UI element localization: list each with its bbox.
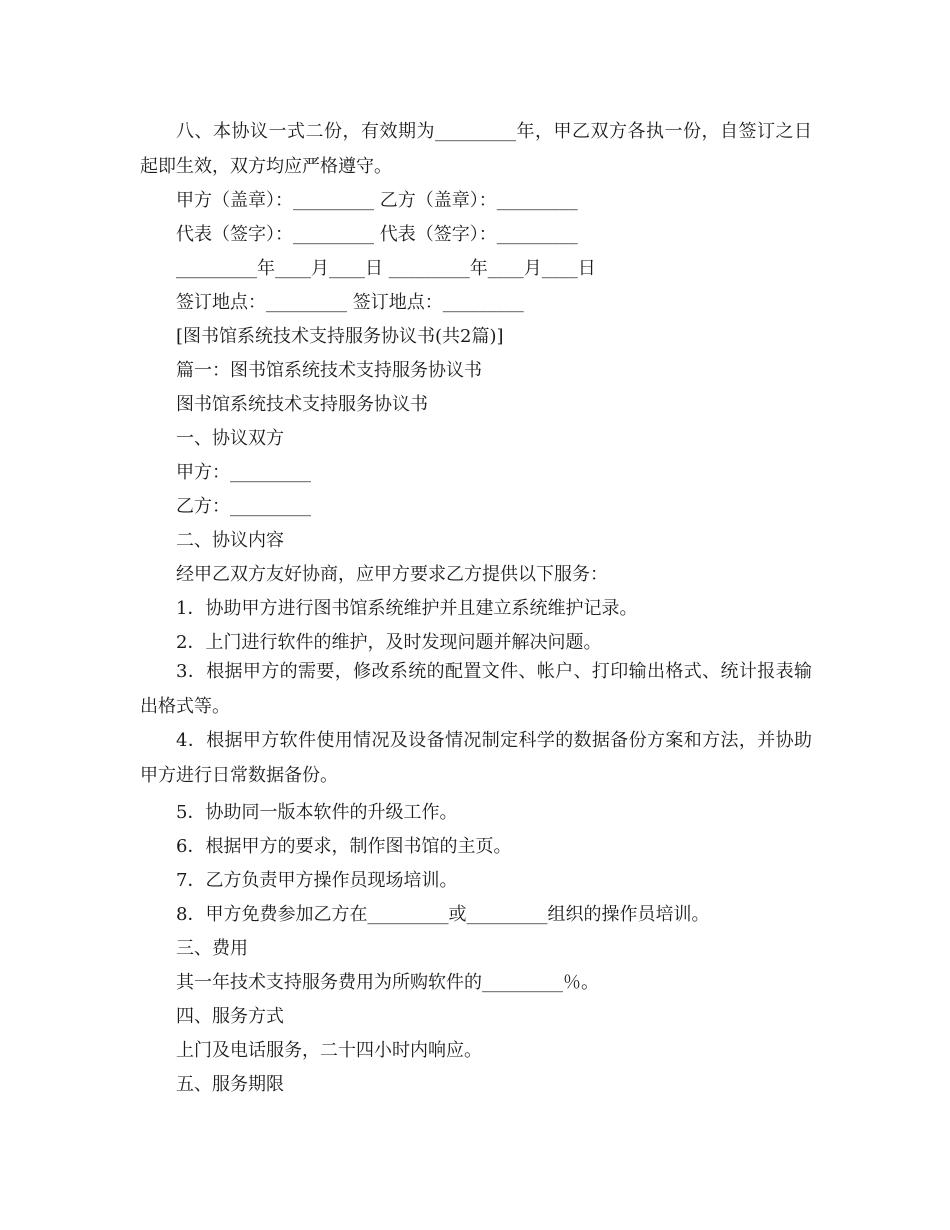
service-mode-text: 上门及电话服务，二十四小时内响应。 (176, 1040, 482, 1061)
section-heading-parties: 一、协议双方 (176, 428, 284, 449)
section-heading-content: 二、协议内容 (176, 530, 284, 551)
list-item: 7．乙方负责甲方操作员现场培训。 (176, 870, 458, 891)
section-heading-service-term: 五、服务期限 (176, 1074, 284, 1095)
list-item: 2．上门进行软件的维护，及时发现问题并解决问题。 (176, 632, 602, 653)
party-b-line: 乙方：_________ (176, 496, 311, 517)
list-item: 5．协助同一版本软件的升级工作。 (176, 802, 458, 823)
list-item: 3．根据甲方的需要，修改系统的配置文件、帐户、打印输出格式、统计报表输出格式等。 (140, 661, 812, 717)
signature-date-line: _________年____月____日 _________年____月____日 (176, 258, 596, 279)
party-a-line: 甲方：_________ (176, 462, 311, 483)
fees-text: 其一年技术支持服务费用为所购软件的_________％。 (176, 972, 599, 993)
list-item: 4．根据甲方软件使用情况及设备情况制定科学的数据备份方案和方法，并协助甲方进行日常数据备份。 (140, 730, 812, 786)
content-intro: 经甲乙双方友好协商，应甲方要求乙方提供以下服务： (176, 564, 608, 585)
signature-place-line: 签订地点：_________ 签订地点：_________ (176, 292, 524, 313)
section-heading-fees: 三、费用 (176, 938, 248, 959)
article-heading: 篇一：图书馆系统技术支持服务协议书 (176, 360, 482, 381)
signature-seal-line: 甲方（盖章）：_________ 乙方（盖章）：_________ (176, 190, 578, 211)
signature-representative-line: 代表（签字）：_________ 代表（签字）：_________ (176, 224, 578, 245)
clause-eight: 八、本协议一式二份，有效期为_________年，甲乙双方各执一份，自签订之日起即生效，双方均应严格遵守。 (140, 121, 812, 177)
list-item: 8．甲方免费参加乙方在_________或_________组织的操作员培训。 (176, 904, 710, 925)
list-item: 6．根据甲方的要求，制作图书馆的主页。 (176, 836, 512, 857)
collection-title: [图书馆系统技术支持服务协议书(共2篇)] (176, 326, 504, 347)
list-item: 1．协助甲方进行图书馆系统维护并且建立系统维护记录。 (176, 598, 638, 619)
article-title: 图书馆系统技术支持服务协议书 (176, 394, 428, 415)
section-heading-service-mode: 四、服务方式 (176, 1006, 284, 1027)
